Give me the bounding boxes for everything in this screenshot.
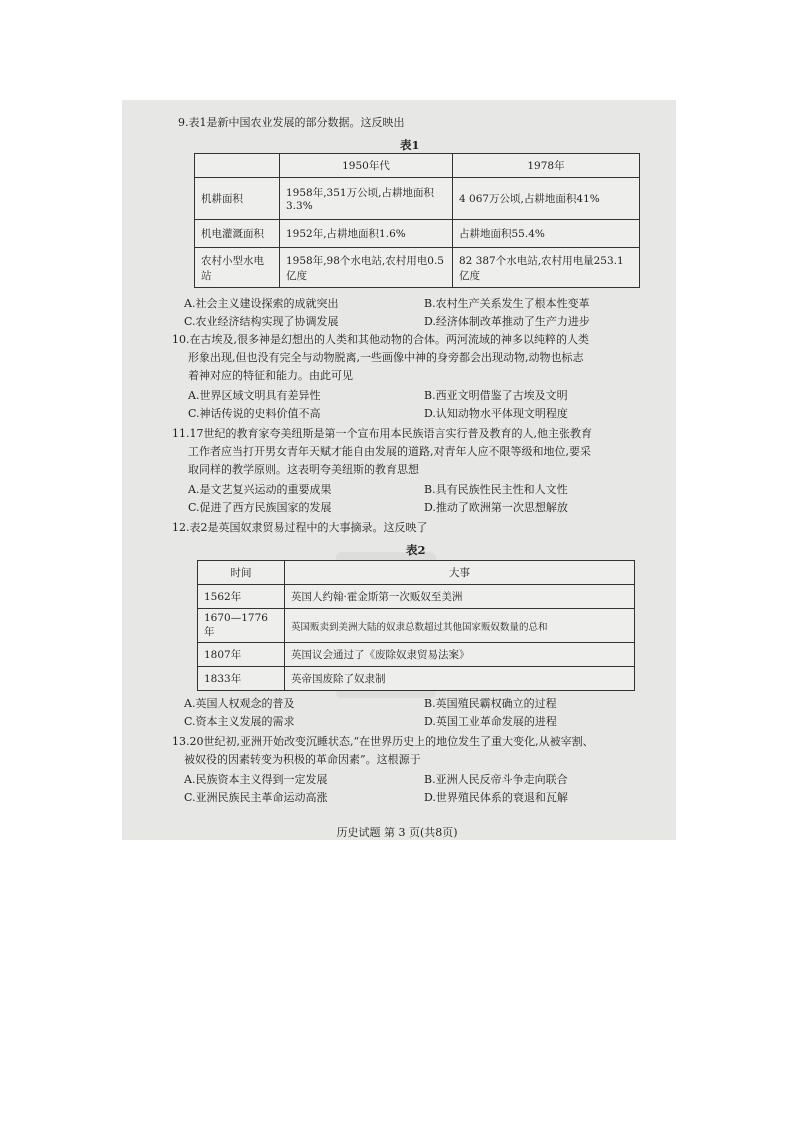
q9-stem: 9.表1是新中国农业发展的部分数据。这反映出 xyxy=(178,116,405,129)
q10-stem-line: 着神对应的特征和能力。由此可见 xyxy=(188,369,353,382)
table2-header-time: 时间 xyxy=(198,561,285,585)
q10-stem-line: 10.在古埃及,很多神是幻想出的人类和其他动物的合体。两河流域的神多以纯粹的人类 xyxy=(172,333,589,346)
table1-cell: 82 387个水电站,农村用电量253.1亿度 xyxy=(453,248,640,288)
q10-option-d: D.认知动物水平体现文明程度 xyxy=(424,407,568,420)
q11-option-a: A.是文艺复兴运动的重要成果 xyxy=(188,483,332,496)
table1-cell: 1958年,351万公顷,占耕地面积3.3% xyxy=(280,178,453,220)
table2-time-cell: 1670—1776年 xyxy=(198,609,285,643)
q11-option-d: D.推动了欧洲第一次思想解放 xyxy=(424,501,568,514)
table2-time-cell: 1807年 xyxy=(198,643,285,667)
q11-stem-line: 工作者应当打开男女青年天赋才能自由发展的道路,对青年人应不限等级和地位,要采 xyxy=(188,445,591,458)
page-footer: 历史试题 第 3 页(共8页) xyxy=(336,826,458,839)
q10-option-c: C.神话传说的史料价值不高 xyxy=(188,407,321,420)
table1-cell: 占耕地面积55.4% xyxy=(453,220,640,248)
q11-stem-line: 11.17世纪的教育家夸美纽斯是第一个宣布用本民族语言实行普及教育的人,他主张教育 xyxy=(172,427,592,440)
q11-stem-line: 取同样的教学原则。这表明夸美纽斯的教育思想 xyxy=(188,463,419,476)
q10-option-a: A.世界区域文明具有差异性 xyxy=(188,389,321,402)
q13-stem-line: 13.20世纪初,亚洲开始改变沉睡状态,“在世界历史上的地位发生了重大变化,从被宰割、 xyxy=(172,735,594,748)
q10-stem-line: 形象出现,但也没有完全与动物脱离,一些画像中神的身旁都会出现动物,动物也标志 xyxy=(188,351,584,364)
table1-header-1978: 1978年 xyxy=(453,154,640,178)
table2 xyxy=(197,560,635,691)
q12-option-d: D.英国工业革命发展的进程 xyxy=(424,715,557,728)
table1-caption: 表1 xyxy=(400,138,420,152)
table2-event-cell: 英国贩卖到美洲大陆的奴隶总数超过其他国家贩奴数量的总和 xyxy=(285,609,635,643)
q9-option-d: D.经济体制改革推动了生产力进步 xyxy=(424,315,590,328)
q11-option-b: B.具有民族性民主性和人文性 xyxy=(424,483,568,496)
q12-stem: 12.表2是英国奴隶贸易过程中的大事摘录。这反映了 xyxy=(172,521,428,534)
table1-header-empty xyxy=(195,154,280,178)
table2-header-event: 大事 xyxy=(285,561,635,585)
table1 xyxy=(194,153,640,288)
q12-option-b: B.英国殖民霸权确立的过程 xyxy=(424,697,557,710)
table2-time-cell: 1833年 xyxy=(198,667,285,691)
q13-stem-line: 被奴役的因素转变为积极的革命因素”。这根源于 xyxy=(184,753,421,766)
q9-option-c: C.农业经济结构实现了协调发展 xyxy=(184,315,339,328)
table2-event-cell: 英国人约翰·霍金斯第一次贩奴至美洲 xyxy=(285,585,635,609)
table1-cell: 1952年,占耕地面积1.6% xyxy=(280,220,453,248)
table1-header-1950s: 1950年代 xyxy=(280,154,453,178)
table1-row-label: 农村小型水电站 xyxy=(195,248,280,288)
table1-cell: 1958年,98个水电站,农村用电0.5亿度 xyxy=(280,248,453,288)
table2-time-cell: 1562年 xyxy=(198,585,285,609)
q12-option-c: C.资本主义发展的需求 xyxy=(184,715,295,728)
q13-option-c: C.亚洲民族民主革命运动高涨 xyxy=(184,791,328,804)
q13-option-d: D.世界殖民体系的衰退和瓦解 xyxy=(424,791,568,804)
q13-option-a: A.民族资本主义得到一定发展 xyxy=(184,773,328,786)
table1-row-label: 机电灌溉面积 xyxy=(195,220,280,248)
table2-event-cell: 英帝国废除了奴隶制 xyxy=(285,667,635,691)
q11-option-c: C.促进了西方民族国家的发展 xyxy=(188,501,332,514)
q12-option-a: A.英国人权观念的普及 xyxy=(184,697,295,710)
table2-caption: 表2 xyxy=(406,543,426,557)
table2-event-cell: 英国议会通过了《废除奴隶贸易法案》 xyxy=(285,643,635,667)
table1-row-label: 机耕面积 xyxy=(195,178,280,220)
q13-option-b: B.亚洲人民反帝斗争走向联合 xyxy=(424,773,568,786)
table1-cell: 4 067万公顷,占耕地面积41% xyxy=(453,178,640,220)
q9-option-a: A.社会主义建设探索的成就突出 xyxy=(184,297,339,310)
q9-option-b: B.农村生产关系发生了根本性变革 xyxy=(424,297,590,310)
q10-option-b: B.西亚文明借鉴了古埃及文明 xyxy=(424,389,568,402)
